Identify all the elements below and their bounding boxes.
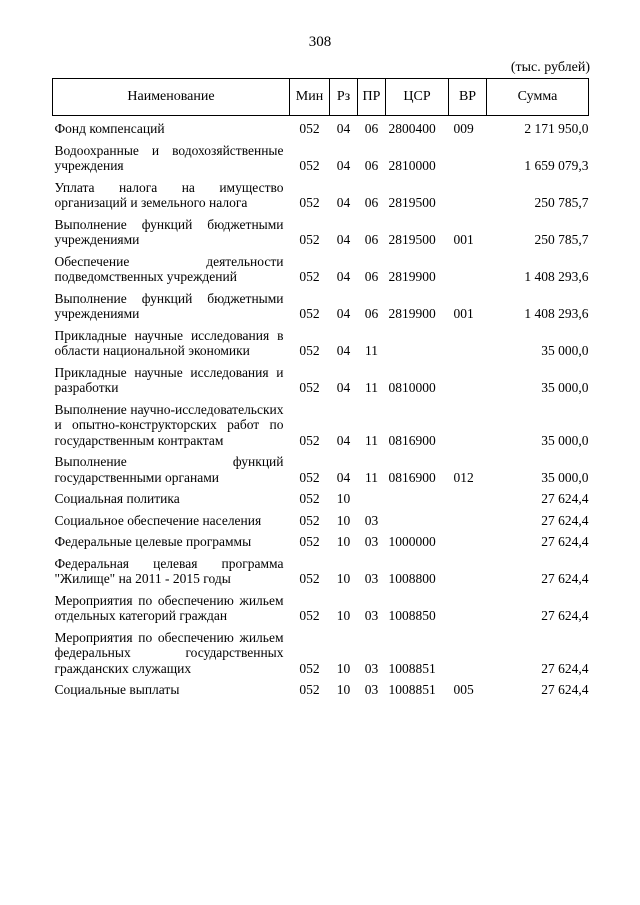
cell-csr: 2800400: [388, 121, 436, 136]
cell-rz: 10: [336, 491, 351, 506]
cell-csr: 2819900: [388, 306, 436, 321]
table-row: [53, 508, 589, 530]
cell-csr: 0816900: [388, 432, 436, 448]
table-row: [53, 249, 589, 286]
cell-name: Мероприятия по обеспечению жильем отдельных категорий граждан: [54, 592, 284, 623]
cell-sum: 250 785,7: [534, 232, 589, 247]
cell-name: Обеспечение деятельности подведомственных учреждений: [54, 253, 284, 284]
cell-pr: 06: [364, 158, 379, 173]
cell-pr: 03: [364, 512, 379, 528]
cell-vr: 001: [453, 232, 474, 247]
cell-pr: 03: [364, 608, 379, 623]
table-row: [53, 360, 589, 397]
cell-sum: 35 000,0: [541, 343, 589, 358]
table-row: [53, 529, 589, 551]
cell-pr: 06: [364, 269, 379, 284]
cell-name: Выполнение функций государственными органами: [54, 454, 284, 485]
cell-sum: 250 785,7: [534, 195, 589, 210]
cell-pr: 06: [364, 306, 379, 321]
cell-vr: [449, 138, 487, 175]
cell-pr: 03: [364, 682, 379, 697]
cell-rz: 10: [336, 660, 351, 676]
cell-csr: 2810000: [388, 158, 436, 173]
cell-csr: 1008851: [388, 682, 436, 697]
cell-csr: [386, 486, 449, 508]
header-vr: ВР: [449, 79, 487, 116]
table-row: [53, 588, 589, 625]
cell-min: 052: [299, 158, 320, 173]
cell-vr: [449, 508, 487, 530]
cell-csr: 2819500: [388, 232, 436, 247]
cell-name: Выполнение функций бюджетными учреждениями: [54, 290, 284, 321]
cell-vr: [449, 529, 487, 551]
header-pr: ПР: [358, 79, 386, 116]
cell-min: 052: [299, 571, 320, 586]
header-rz: Рз: [330, 79, 358, 116]
cell-vr: [449, 588, 487, 625]
cell-sum: 1 408 293,6: [524, 269, 589, 284]
cell-vr: [449, 323, 487, 360]
cell-vr: [449, 360, 487, 397]
cell-rz: 04: [336, 269, 351, 284]
cell-rz: 04: [336, 306, 351, 321]
units-label: (тыс. рублей): [510, 60, 590, 75]
cell-rz: 10: [336, 608, 351, 623]
cell-rz: 04: [336, 121, 351, 136]
table-row: [53, 551, 589, 588]
cell-rz: 04: [336, 343, 351, 358]
cell-vr: [449, 249, 487, 286]
header-csr: ЦСР: [386, 79, 449, 116]
cell-sum: 35 000,0: [541, 432, 589, 448]
table-row: [53, 212, 589, 249]
table-row: [53, 397, 589, 450]
cell-sum: 1 659 079,3: [524, 158, 589, 173]
cell-name: Водоохранные и водохозяйственные учреждения: [54, 142, 284, 173]
cell-vr: 012: [453, 469, 474, 485]
cell-sum: 27 624,4: [541, 571, 589, 586]
cell-pr: 11: [365, 380, 378, 395]
header-min: Мин: [290, 79, 330, 116]
budget-table: [52, 78, 589, 699]
cell-vr: [449, 551, 487, 588]
cell-name: Выполнение функций бюджетными учреждениями: [54, 216, 284, 247]
cell-rz: 04: [336, 232, 351, 247]
cell-sum: 35 000,0: [541, 380, 589, 395]
cell-pr: 11: [365, 469, 378, 485]
table-row: [53, 486, 589, 508]
table-row: [53, 116, 589, 138]
cell-min: 052: [299, 432, 320, 448]
cell-min: 052: [299, 608, 320, 623]
cell-name: Социальные выплаты: [54, 682, 180, 697]
cell-min: 052: [299, 660, 320, 676]
cell-name: Социальное обеспечение населения: [54, 512, 262, 528]
cell-pr: 06: [364, 232, 379, 247]
cell-vr: [449, 486, 487, 508]
cell-name: Прикладные научные исследования в области национальной экономики: [54, 327, 284, 358]
cell-pr: 11: [365, 343, 378, 358]
table-row: [53, 286, 589, 323]
cell-pr: 11: [365, 432, 378, 448]
cell-vr: 005: [453, 682, 474, 697]
cell-sum: 27 624,4: [541, 682, 589, 697]
table-row: [53, 449, 589, 486]
cell-min: 052: [299, 469, 320, 485]
cell-vr: [449, 625, 487, 678]
cell-min: 052: [299, 121, 320, 136]
cell-pr: 06: [364, 121, 379, 136]
cell-rz: 04: [336, 380, 351, 395]
cell-name: Фонд компенсаций: [54, 121, 165, 136]
cell-min: 052: [299, 491, 320, 506]
cell-csr: 1000000: [388, 534, 436, 549]
cell-name: Прикладные научные исследования и разработки: [54, 364, 284, 395]
cell-csr: 1008800: [388, 571, 436, 586]
table-header: [53, 79, 589, 116]
cell-sum: 27 624,4: [541, 491, 589, 506]
cell-sum: 2 171 950,0: [524, 121, 589, 136]
cell-name: Социальная политика: [54, 491, 180, 506]
cell-min: 052: [299, 512, 320, 528]
cell-pr: 03: [364, 571, 379, 586]
cell-vr: [449, 175, 487, 212]
cell-min: 052: [299, 232, 320, 247]
cell-pr: 06: [364, 195, 379, 210]
cell-min: 052: [299, 343, 320, 358]
cell-vr: [449, 397, 487, 450]
cell-sum: 27 624,4: [541, 512, 589, 528]
cell-rz: 04: [336, 195, 351, 210]
table-row: [53, 175, 589, 212]
cell-sum: 27 624,4: [541, 608, 589, 623]
cell-rz: 10: [336, 571, 351, 586]
cell-pr: 03: [364, 660, 379, 676]
table-row: [53, 625, 589, 678]
cell-min: 052: [299, 380, 320, 395]
cell-sum: 35 000,0: [541, 469, 589, 485]
cell-sum: 27 624,4: [541, 534, 589, 549]
cell-vr: 001: [453, 306, 474, 321]
cell-min: 052: [299, 682, 320, 697]
cell-pr: [358, 486, 386, 508]
cell-rz: 10: [336, 682, 351, 697]
cell-pr: 03: [364, 534, 379, 549]
cell-name: Уплата налога на имущество организаций и земельного налога: [54, 179, 284, 210]
page-number: 308: [308, 34, 332, 50]
table-row: [53, 323, 589, 360]
cell-min: 052: [299, 306, 320, 321]
table-row: [53, 677, 589, 699]
cell-csr: 0816900: [388, 469, 436, 485]
table-body: [53, 116, 589, 699]
cell-name: Мероприятия по обеспечению жильем федеральных государственных гражданских служащих: [54, 629, 284, 676]
cell-csr: 1008850: [388, 608, 436, 623]
cell-min: 052: [299, 195, 320, 210]
table-row: [53, 138, 589, 175]
cell-name: Федеральная целевая программа "Жилище" на 2011 - 2015 годы: [54, 555, 284, 586]
header-sum: Сумма: [487, 79, 589, 116]
cell-min: 052: [299, 269, 320, 284]
cell-min: 052: [299, 534, 320, 549]
cell-csr: [386, 508, 449, 530]
header-name: Наименование: [53, 79, 290, 116]
cell-rz: 04: [336, 469, 351, 485]
cell-csr: 2819500: [388, 195, 436, 210]
cell-csr: 2819900: [388, 269, 436, 284]
cell-sum: 27 624,4: [541, 660, 589, 676]
cell-name: Выполнение научно-исследовательских и опытно-конструкторских работ по государственным контрактам: [54, 401, 284, 448]
cell-rz: 04: [336, 432, 351, 448]
cell-rz: 10: [336, 512, 351, 528]
cell-rz: 10: [336, 534, 351, 549]
cell-name: Федеральные целевые программы: [54, 534, 252, 549]
cell-sum: 1 408 293,6: [524, 306, 589, 321]
cell-vr: 009: [453, 121, 474, 136]
cell-csr: 1008851: [388, 660, 436, 676]
cell-csr: [386, 323, 449, 360]
cell-rz: 04: [336, 158, 351, 173]
cell-csr: 0810000: [388, 380, 436, 395]
